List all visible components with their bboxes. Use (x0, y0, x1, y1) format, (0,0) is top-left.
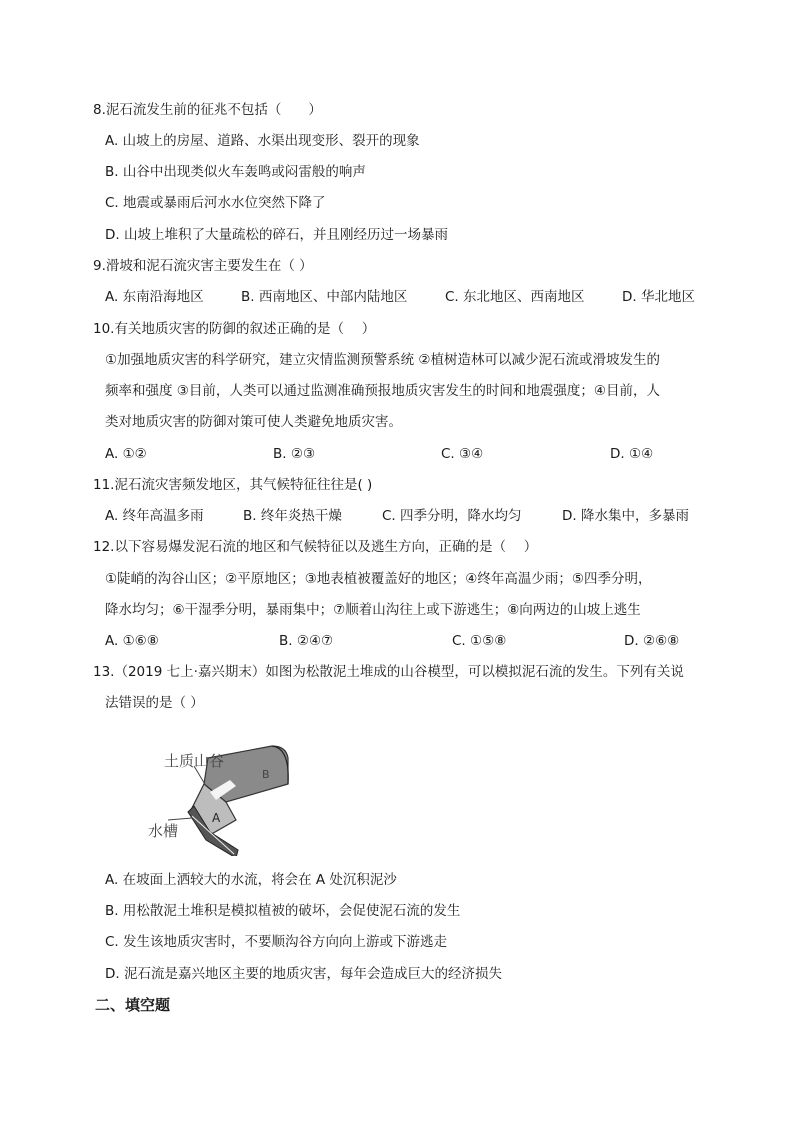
question-10-option-a: A. ①② (105, 446, 147, 462)
label-trough: 水槽 (148, 822, 179, 840)
question-10-statement-line: 类对地质灾害的防御对策可使人类避免地质灾害。 (105, 414, 402, 430)
trough-leader-line (168, 818, 192, 820)
question-13-stem-continued: 法错误的是（ ） (105, 695, 204, 711)
question-13-option-b: B. 用松散泥土堆积是模拟植被的破坏，会促使泥石流的发生 (105, 903, 461, 919)
question-12-statement-line: ①陡峭的沟谷山区；②平原地区；③地表植被覆盖好的地区；④终年高温少雨；⑤四季分明， (105, 571, 652, 587)
valley-model-drawing (140, 736, 290, 856)
question-9-option-a: A. 东南沿海地区 (105, 289, 204, 305)
question-12-option-d: D. ②⑥⑧ (624, 633, 680, 649)
section-heading-fill-in: 二、填空题 (95, 996, 171, 1014)
question-9-option-b: B. 西南地区、中部内陆地区 (241, 289, 408, 305)
question-11-stem: 11.泥石流灾害频发地区，其气候特征往往是( ) (93, 477, 373, 493)
question-9-option-d: D. 华北地区 (622, 289, 695, 305)
question-10-statement-line: ①加强地质灾害的科学研究，建立灾情监测预警系统 ②植树造林可以减少泥石流或滑坡发生的 (105, 352, 660, 368)
question-10-option-b: B. ②③ (273, 446, 316, 462)
question-11-option-a: A. 终年高温多雨 (105, 508, 204, 524)
question-9-stem: 9.滑坡和泥石流灾害主要发生在（ ） (93, 258, 313, 274)
question-11-option-c: C. 四季分明，降水均匀 (382, 508, 522, 524)
label-a: A (212, 811, 221, 825)
question-8-option-d: D. 山坡上堆积了大量疏松的碎石，并且刚经历过一场暴雨 (105, 227, 448, 243)
question-10-option-d: D. ①④ (610, 446, 654, 462)
question-13-stem: 13.（2019 七上·嘉兴期末）如图为松散泥土堆成的山谷模型，可以模拟泥石流的发生。下列有关说 (93, 664, 684, 680)
question-12-option-c: C. ①⑤⑧ (452, 633, 507, 649)
question-13-option-d: D. 泥石流是嘉兴地区主要的地质灾害，每年会造成巨大的经济损失 (105, 966, 502, 982)
question-12-statement-line: 降水均匀；⑥干湿季分明，暴雨集中；⑦顺着山沟往上或下游逃生；⑧向两边的山坡上逃生 (105, 602, 641, 618)
question-10-stem: 10.有关地质灾害的防御的叙述正确的是（ ） (93, 321, 376, 337)
question-10-statement-line: 频率和强度 ③目前，人类可以通过监测准确预报地质灾害发生的时间和地震强度；④目前，人 (105, 383, 660, 399)
question-13-option-c: C. 发生该地质灾害时，不要顺沟谷方向向上游或下游逃走 (105, 934, 448, 950)
question-8-stem: 8.泥石流发生前的征兆不包括（ ） (93, 102, 322, 118)
question-13-option-a: A. 在坡面上洒较大的水流，将会在 A 处沉积泥沙 (105, 872, 397, 888)
valley-model-figure (140, 736, 290, 856)
question-8-option-b: B. 山谷中出现类似火车轰鸣或闷雷般的响声 (105, 164, 366, 180)
question-11-option-b: B. 终年炎热干燥 (243, 508, 342, 524)
question-8-option-a: A. 山坡上的房屋、道路、水渠出现变形、裂开的现象 (105, 133, 420, 149)
question-12-option-a: A. ①⑥⑧ (105, 633, 159, 649)
question-12-stem: 12.以下容易爆发泥石流的地区和气候特征以及逃生方向，正确的是（ ） (93, 539, 538, 555)
label-soil-valley: 土质山谷 (164, 752, 225, 770)
question-9-option-c: C. 东北地区、西南地区 (445, 289, 585, 305)
question-11-option-d: D. 降水集中，多暴雨 (562, 508, 689, 524)
label-b: B (262, 768, 270, 781)
question-8-option-c: C. 地震或暴雨后河水水位突然下降了 (105, 195, 326, 211)
question-10-option-c: C. ③④ (441, 446, 484, 462)
question-12-option-b: B. ②④⑦ (279, 633, 334, 649)
